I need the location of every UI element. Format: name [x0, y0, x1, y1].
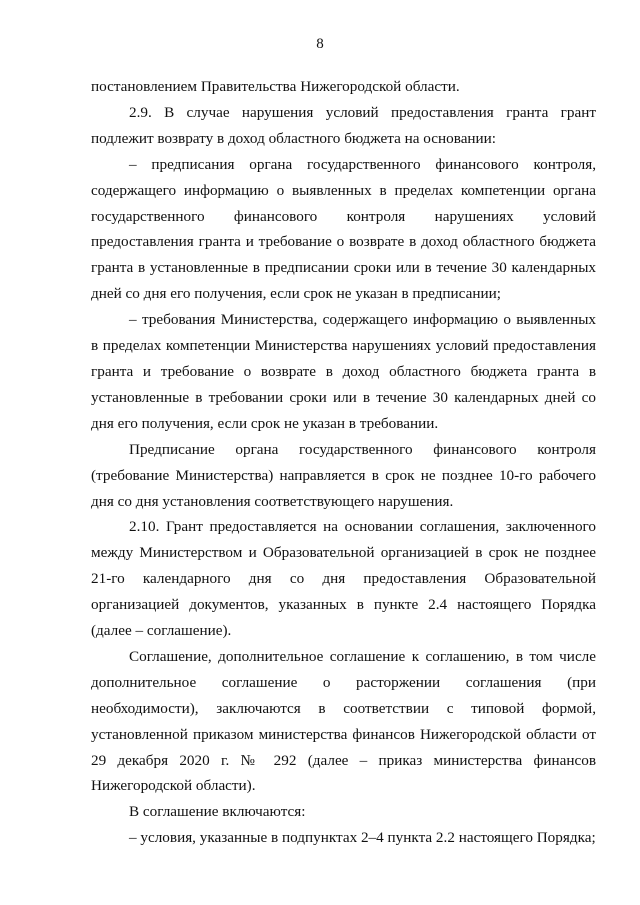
- document-body: [91, 74, 596, 851]
- paragraph-prescription-deadline: Предписание органа государственного финансового контроля (требование Министерства) направляется в срок не позднее 10-го рабочего дня со дня установления соответствующего нарушения.: [91, 440, 596, 510]
- paragraph-continuation: постановлением Правительства Нижегородской области.: [91, 78, 460, 95]
- paragraph-2-9: 2.9. В случае нарушения условий предоставления гранта грант подлежит возврату в доход областного бюджета на основании:: [91, 103, 596, 147]
- paragraph-2-10: 2.10. Грант предоставляется на основании соглашения, заключенного между Министерством и Образовательной организацией в срок не позднее 21-го календарного дня со дня предоставления Образовательной организацией документов, указанных в пункте 2.4 настоящего Порядка (далее – соглашение).: [91, 518, 596, 640]
- paragraph-list-item-ministry-demand: – требования Министерства, содержащего информацию о выявленных в пределах компетенции Министерства нарушениях условий предоставления гранта и требование о возврате в доход областного бюджета гранта в установленные в требовании сроки или в течение 30 календарных дней со дня его получения, если срок не указан в требовании.: [91, 311, 596, 432]
- paragraph-agreement-form: Соглашение, дополнительное соглашение к соглашению, в том числе дополнительное соглашение о расторжении соглашения (при необходимости), заключаются в соответствии с типовой формой, установленной приказом министерства финансов Нижегородской области от 29 декабря 2020 г. № 292 (далее – приказ министерства финансов Нижегородской области).: [91, 647, 596, 795]
- paragraph-list-item-conditions: – условия, указанные в подпунктах 2–4 пункта 2.2 настоящего Порядка;: [129, 829, 596, 847]
- paragraph-agreement-includes: В соглашение включаются:: [129, 803, 306, 821]
- page-number: 8: [316, 36, 324, 52]
- paragraph-list-item-prescription: – предписания органа государственного финансового контроля, содержащего информацию о выявленных в пределах компетенции органа государственного финансового контроля нарушениях условий предоставления гранта и требование о возврате в доход областного бюджета гранта в установленные в предписании сроки или в течение 30 календарных дней со дня его получения, если срок не указан в предписании;: [91, 155, 596, 303]
